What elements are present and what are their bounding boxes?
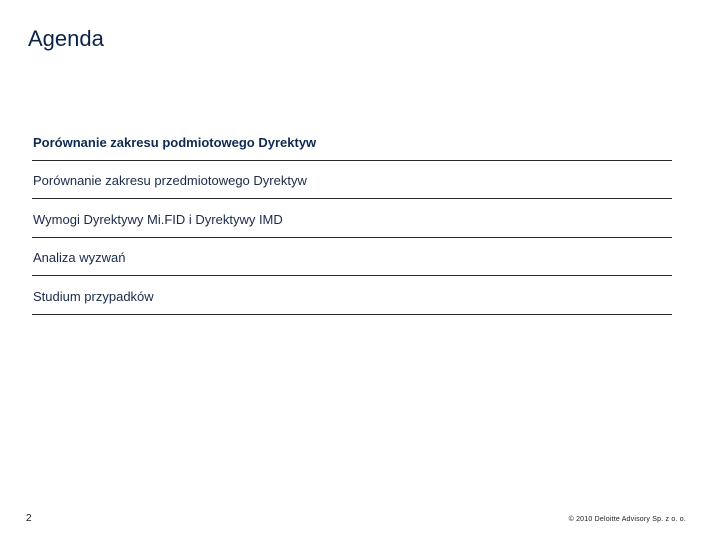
agenda-item-5 (32, 276, 672, 315)
agenda-item-label: Analiza wyzwań (33, 250, 126, 265)
agenda-item-3 (32, 199, 672, 238)
agenda-item-label: Studium przypadków (33, 288, 154, 304)
agenda-item-label: Porównanie zakresu podmiotowego Dyrektyw (33, 134, 317, 150)
agenda-item-label: Porównanie zakresu przedmiotowego Dyrektyw (33, 173, 307, 188)
page-number: 2 (26, 513, 32, 524)
copyright-notice: © 2010 Deloitte Advisory Sp. z o. o. (568, 516, 686, 523)
agenda-item-2 (32, 161, 672, 200)
agenda-list (32, 122, 672, 315)
agenda-item-label: Wymogi Dyrektywy Mi.FID i Dyrektywy IMD (33, 211, 283, 227)
agenda-item-4 (32, 238, 672, 277)
slide-title: Agenda (28, 26, 104, 51)
agenda-item-1 (32, 122, 672, 161)
